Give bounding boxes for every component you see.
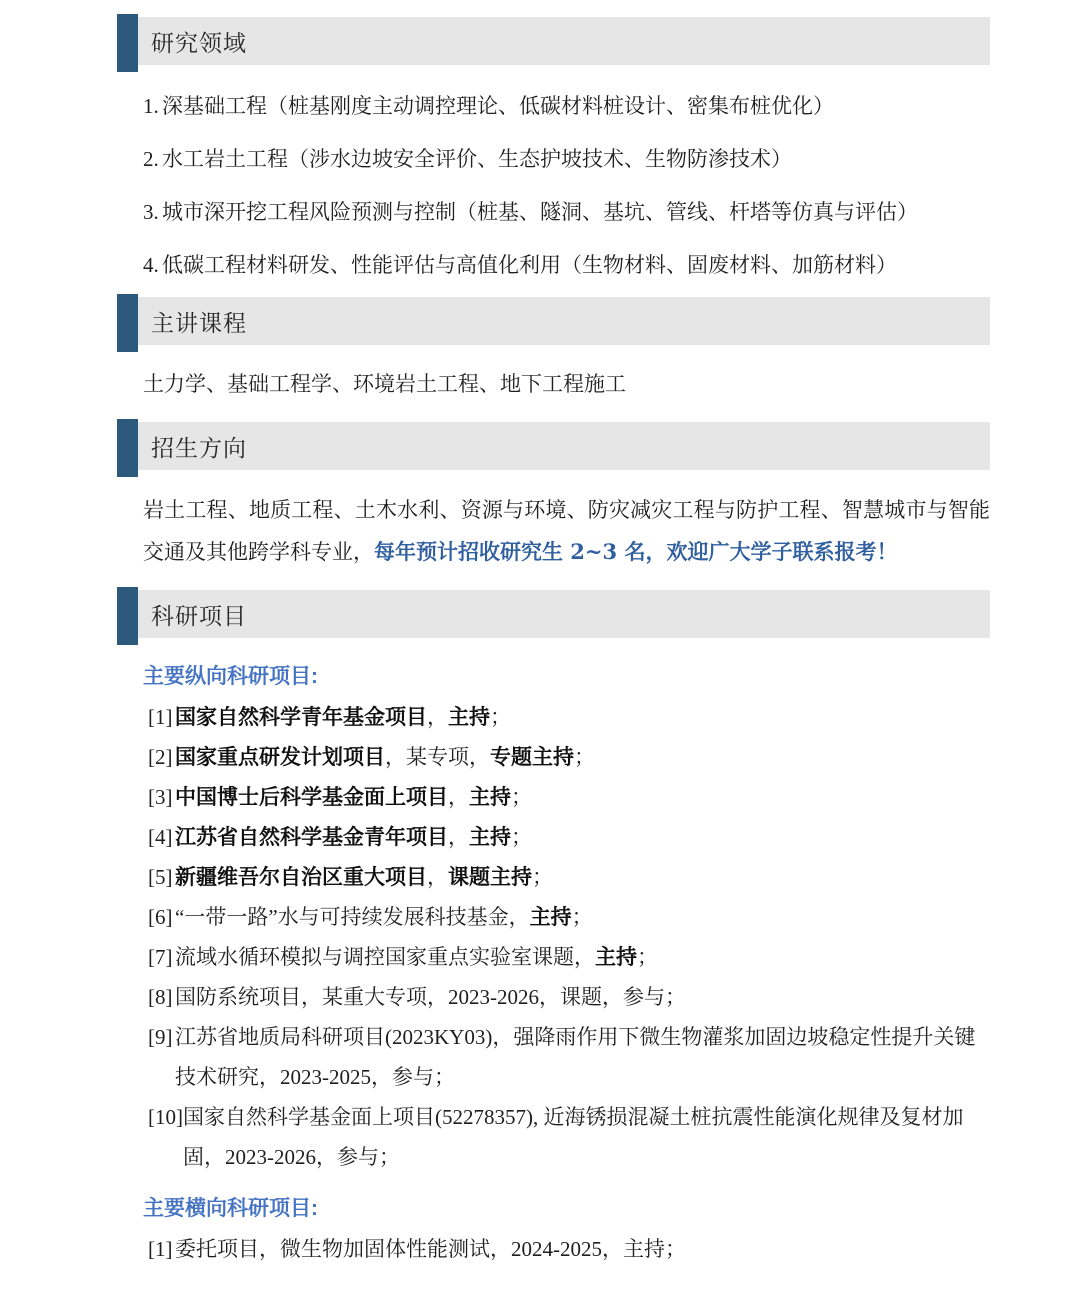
horizontal-projects-list (143, 1229, 990, 1269)
plain-text: ； (571, 905, 593, 929)
plain-text: ， (448, 825, 469, 849)
project-number: [4] (148, 825, 173, 849)
project-item (143, 897, 990, 937)
plain-text: 国家自然科学基金面上项目(52278357), 近海锈损混凝土桩抗震性能演化规律及复材加固，2023-2026，参与； (183, 1105, 964, 1169)
emphasis-text: 主持 (595, 945, 637, 969)
project-number: [1] (148, 1237, 173, 1261)
projects-block (143, 657, 990, 1269)
project-number: [8] (148, 985, 173, 1009)
admissions-paragraph (143, 489, 990, 573)
section-header-admissions (117, 419, 990, 477)
plain-text: ； (637, 945, 658, 969)
plain-text: ； (574, 745, 595, 769)
emphasis-text: 主持 (469, 825, 511, 849)
project-number: [2] (148, 745, 173, 769)
project-item (143, 937, 990, 977)
plain-text: 江苏省地质局科研项目(2023KY03)，强降雨作用下微生物灌浆加固边坡稳定性提升关键技术研究，2023-2025，参与； (175, 1025, 976, 1089)
plain-text: ， (427, 865, 448, 889)
project-number: [7] (148, 945, 173, 969)
project-item (143, 977, 990, 1017)
emphasis-text: 课题主持 (448, 865, 532, 889)
admissions-majors-text: 岩土工程、地质工程、土木水利、资源与环境、防灾减灾工程与防护工程、智慧城市与智能交通及其他跨学科专业， (143, 498, 990, 564)
emphasis-text: 国家重点研发计划项目 (175, 745, 385, 769)
research-area-item (143, 200, 990, 225)
plain-text: ； (532, 865, 553, 889)
project-text (175, 1229, 990, 1269)
project-number: [3] (148, 785, 173, 809)
section-header-courses (117, 294, 990, 352)
project-item (143, 1097, 990, 1177)
header-bar (138, 422, 990, 470)
plain-text: 国防系统项目，某重大专项，2023-2026，课题，参与； (175, 985, 686, 1009)
project-text (175, 1017, 990, 1097)
header-bar (138, 590, 990, 638)
accent-square-icon (117, 587, 138, 645)
project-text (175, 857, 990, 897)
plain-text: 流域水循环模拟与调控国家重点实验室课题， (175, 945, 595, 969)
list-number: 4. (143, 253, 159, 277)
plain-text: 委托项目，微生物加固体性能测试，2024-2025，主持； (175, 1237, 686, 1261)
project-number: [6] (148, 905, 173, 929)
emphasis-text: 中国博士后科学基金面上项目 (175, 785, 448, 809)
section-header-projects (117, 587, 990, 645)
header-bar (138, 297, 990, 345)
emphasis-text: 国家自然科学青年基金项目 (175, 705, 427, 729)
project-item (143, 697, 990, 737)
project-item (143, 1229, 990, 1269)
project-text (175, 777, 990, 817)
section-title-projects: 科研项目 (151, 602, 247, 629)
list-number: 2. (143, 147, 159, 171)
research-area-text: 深基础工程（桩基刚度主动调控理论、低碳材料桩设计、密集布桩优化） (162, 95, 834, 118)
emphasis-text: 主持 (529, 905, 572, 929)
section-title-admissions: 招生方向 (151, 434, 247, 461)
research-area-item (143, 147, 990, 172)
research-area-item (143, 253, 990, 278)
project-text (175, 737, 990, 777)
research-area-item (143, 94, 990, 119)
project-item (143, 737, 990, 777)
project-item (143, 777, 990, 817)
vertical-projects-list (143, 697, 990, 1177)
courses-text: 土力学、基础工程学、环境岩土工程、地下工程施工 (143, 373, 626, 396)
plain-text: ； (511, 785, 532, 809)
project-item (143, 857, 990, 897)
plain-text: ，某专项， (385, 745, 490, 769)
project-text (175, 817, 990, 857)
horizontal-projects-heading: 主要横向科研项目: (143, 1197, 318, 1220)
plain-text: ； (490, 705, 511, 729)
project-text (175, 937, 990, 977)
project-item (143, 1017, 990, 1097)
section-header-research-areas (117, 14, 990, 72)
project-number: [9] (148, 1025, 173, 1049)
plain-text: ； (511, 825, 532, 849)
header-bar (138, 17, 990, 65)
plain-text: ， (448, 785, 469, 809)
admissions-recruit-note: 每年预计招收研究生 2~3 名，欢迎广大学子联系报考！ (374, 539, 898, 564)
accent-square-icon (117, 419, 138, 477)
research-area-text: 水工岩土工程（涉水边坡安全评价、生态护坡技术、生物防渗技术） (162, 148, 792, 171)
emphasis-text: 主持 (469, 785, 511, 809)
research-areas-list (143, 94, 990, 278)
emphasis-text: 江苏省自然科学基金青年项目 (175, 825, 448, 849)
plain-text: ， (427, 705, 448, 729)
list-number: 1. (143, 94, 159, 118)
research-area-text: 低碳工程材料研发、性能评估与高值化利用（生物材料、固废材料、加筋材料） (162, 254, 897, 277)
accent-square-icon (117, 14, 138, 72)
project-number: [10] (148, 1105, 183, 1129)
plain-text: “一带一路”水与可持续发展科技基金， (175, 905, 530, 929)
research-area-text: 城市深开挖工程风险预测与控制（桩基、隧洞、基坑、管线、杆塔等仿真与评估） (162, 201, 918, 224)
list-number: 3. (143, 200, 159, 224)
project-text (175, 977, 990, 1017)
project-text (183, 1097, 990, 1177)
vertical-projects-heading: 主要纵向科研项目: (143, 665, 318, 688)
project-number: [1] (148, 705, 173, 729)
project-number: [5] (148, 865, 173, 889)
emphasis-text: 主持 (448, 705, 490, 729)
project-text (175, 697, 990, 737)
project-item (143, 817, 990, 857)
emphasis-text: 新疆维吾尔自治区重大项目 (175, 865, 427, 889)
section-title-research-areas: 研究领域 (151, 29, 247, 56)
section-title-courses: 主讲课程 (151, 309, 247, 336)
emphasis-text: 专题主持 (490, 745, 574, 769)
project-text (175, 897, 990, 937)
accent-square-icon (117, 294, 138, 352)
